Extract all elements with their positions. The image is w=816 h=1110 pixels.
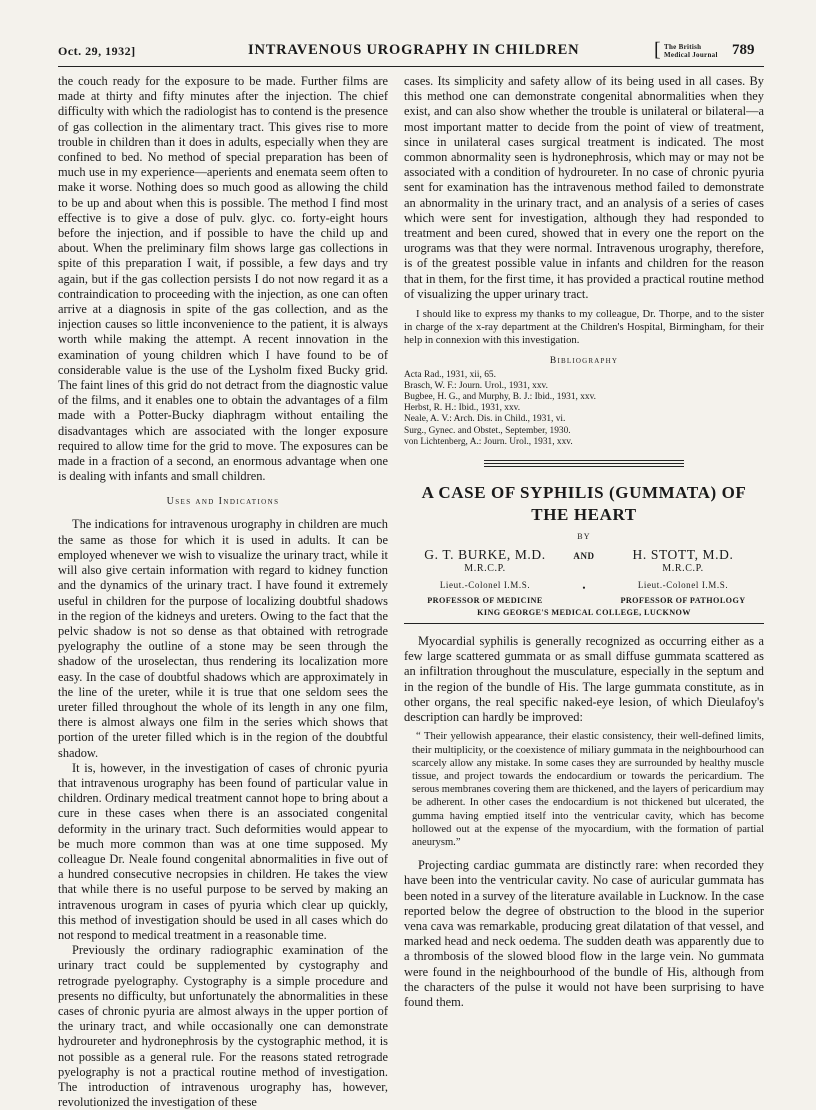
author-name: H. STOTT, M.D. bbox=[632, 547, 734, 563]
author-name: G. T. BURKE, M.D. bbox=[424, 547, 546, 563]
bibliography-entry: von Lichtenberg, A.: Journ. Urol., 1931, xxv. bbox=[404, 436, 573, 447]
author-position: PROFESSOR OF MEDICINE bbox=[427, 596, 543, 606]
journal-name-line2: Medical Journal bbox=[664, 51, 718, 59]
author-rank: Lieut.-Colonel I.M.S. bbox=[439, 580, 531, 591]
right-paragraph-1: cases. Its simplicity and safety allow of its being used in all cases. By this method one can demonstrate congenital abnormalities when they exist, and can also show whether the trouble is unilateral or bilateral—a most important matter to decide from the point of view of treatment, since in unilateral cases surgical treatment is indicated. The most common abnormality seen is hydronephrosis, which may or may not be associated with a condition of hydroureter. In no case of chronic pyuria sent for examination has the intravenous method failed to demonstrate an abnormality in the urinary tract, and an analysis of a series of cases which were sent for investigation, although they had responded to treatment and been cured, showed that in every one the report on the urograms was that they were normal. Intravenous urography, therefore, is of the greatest possible value in infants and children for the reason that in them, for the first time, it has provided a practical routine method of visualizing the upper urinary tract. bbox=[404, 74, 764, 301]
running-title: INTRAVENOUS UROGRAPHY IN CHILDREN bbox=[248, 42, 580, 58]
separator-dot: • bbox=[582, 583, 586, 594]
right-paragraph-3: Projecting cardiac gummata are distinctly rare: when recorded they have been into the ventricular cavity. No case of auricular gummata has been noted in a survey of the literature available in Lucknow. In the case reported below the degree of obstruction to the blood in the superior vena cava was remarkable, producing great dilatation of that vessel, and marked head and neck oedema. The sudden death was apparently due to a thrombosis of the slowed blood flow in the large vein. No gummata were found in the neighbourhood of the bundle of His, although from the characters of the pulse it would not have been surprising to have found them. bbox=[404, 858, 764, 1009]
quote-text: “ Their yellowish appearance, their elastic consistency, their well-defined limits, their multiplicity, or the coexistence of miliary gummata in the neighbourhood can scarcely allow any mistake. In some cases they are surrounded by healthy muscle tissue, and project towards the endocardium or towards the pericardium. The serous membranes covering them are thickened, and the layers of pericardium may be adherent. In other cases the endocardium is not thickened but ulcerated, the gumma having emptied itself into the ventricular cavity, which has become hollowed out at the expense of the myocardium, with the formation of partial aneurysm.” bbox=[412, 731, 764, 848]
left-paragraph-3: It is, however, in the investigation of cases of chronic pyuria that intravenous urography has been found of particular value in children. Ordinary medical treatment cannot hope to bring about a cure in these cases when there is an associated congenital deformity in the urinary tract. Such deformities would appear to be much more common than was at one time supposed. My colleague Dr. Neale found congenital abnormalities in five out of a hundred consecutive necropsies in children. He takes the view that while there is no useful purpose to be served by making an intravenous urogram in cases of pyuria which clear up quickly, this method of investigation should be used in all cases which do not respond to medical treatment in a reasonable time. bbox=[58, 760, 388, 942]
article-title bbox=[404, 482, 764, 526]
page-number: 789 bbox=[732, 42, 755, 58]
bibliography-list bbox=[404, 370, 764, 448]
article-title-line2: THE HEART bbox=[531, 505, 637, 525]
bibliography-entry: Acta Rad., 1931, xii, 65. bbox=[404, 369, 496, 380]
title-rule bbox=[404, 623, 764, 624]
bibliography-entry: Surg., Gynec. and Obstet., September, 1930. bbox=[404, 425, 571, 436]
page-header bbox=[58, 40, 764, 67]
left-paragraph-1: the couch ready for the exposure to be made. Further films are made at thirty and fifty minutes after the injection. The chief difficulty with which the radiologist has to contend is the presence of gas collection in the alimentary tract. This gives rise to more trouble in children than it does in adults, especially when they are confined to bed. No method of special preparation has been of much use in my experience—aperients and enemata seem often to make it worse. Nothing does so much good as allowing the child to be up and about when this is possible. The method I find most effective is to give a dose of pulv. glyc. co. forty-eight hours before the injection, and if possible to have the child up and about. When the preliminary film shows large gas collections in spite of this preparation I wait, if possible, a few days and try again, but if the gas collection persists I do not now regard it as a contraindication to proceeding with the injection, as one can often arrive at a diagnosis in spite of the gas collection, and as the injection causes so little inconvenience to the patient, it is always worth while making the attempt. A recent innovation in the examination of young children which I have found to be of considerable value is the use of the Lysholm fixed Bucky grid. The faint lines of this grid do not detract from the diagnostic value of the films, and it enables one to obtain the advantages of a film made with a Potter-Bucky diaphragm without entailing the disadvantages which are associated with the longer exposure required to allow time for the grid to move. The exposures can be made in a fraction of a second, an enormous advantage when one is dealing with infants and small children. bbox=[58, 74, 388, 484]
left-paragraph-2: The indications for intravenous urography in children are much the same as those for which it is used in adults. It can be employed whenever we wish to visualize the urinary tract, while it will also give certain information with regard to kidney function and the dynamics of the urinary tract. I have found it extremely useful in children for the purpose of localizing doubtful shadows in the region of the kidneys and ureters. Owing to the fact that the pelvic shadow is not so dense as that obtained with retrograde pyelography the outline of a stone may be seen through the shadow of the uroselectan, thus rendering its localization more easy. In the case of doubtful shadows which are approximately in the line of the ureter, while it is true that one seldom sees the ureter filled throughout the whole of its length in any one film, there is almost always one film in the series which shows that portion of the ureter filled which is in the region of the doubtful shadow. bbox=[58, 517, 388, 760]
journal-name-line1: The British bbox=[664, 43, 702, 51]
author-degree: M.R.C.P. bbox=[662, 563, 704, 575]
dieulafoy-quote bbox=[404, 730, 764, 849]
bibliography-heading: Bibliography bbox=[549, 355, 619, 366]
right-paragraph-2: Myocardial syphilis is generally recognized as occurring either as a few large scattered gummata or as small diffuse gummata scattered as an infiltration throughout the musculature, especially in the septum and in the region of the bundle of His. The large gummata constitute, as in other organs, the real specific naked-eye lesion, of which Dieulafoy's description can hardly be improved: bbox=[404, 634, 764, 725]
right-column bbox=[404, 74, 764, 1010]
byline: BY bbox=[577, 532, 591, 542]
author-burke bbox=[410, 547, 560, 605]
issue-date: Oct. 29, 1932] bbox=[58, 44, 136, 58]
left-column bbox=[58, 74, 388, 1110]
author-position: PROFESSOR OF PATHOLOGY bbox=[620, 596, 746, 606]
left-paragraph-4: Previously the ordinary radiographic examination of the urinary tract could be supplemented by cystography and retrograde pyelography. Cystography is a simple procedure and presents no difficulty, but unfortunately the abnormalities in these cases of chronic pyuria are almost always in the upper portion of the urinary tract, and while occasionally one can demonstrate hydroureter and hydronephrosis by the cystographic method, it is not possible as a general rule. For the reasons stated retrograde pyelography is not a practical routine method of investigation. The introduction of intravenous urography has, however, revolutionized the investigation of these bbox=[58, 943, 388, 1110]
author-rank: Lieut.-Colonel I.M.S. bbox=[637, 580, 729, 591]
author-degree: M.R.C.P. bbox=[464, 563, 506, 575]
acknowledgement: I should like to express my thanks to my colleague, Dr. Thorpe, and to the sister in charge of the x-ray department at the Children's Hospital, Birmingham, for their help in connexion with this investigation. bbox=[404, 309, 764, 347]
author-stott bbox=[608, 547, 758, 605]
section-heading: Uses and Indications bbox=[166, 496, 280, 508]
authors-conjunction: AND bbox=[573, 551, 595, 562]
article-title-line1: A CASE OF SYPHILIS (GUMMATA) OF bbox=[421, 483, 747, 503]
institution: KING GEORGE'S MEDICAL COLLEGE, LUCKNOW bbox=[477, 608, 691, 618]
bibliography-entry: Herbst, R. H.: Ibid., 1931, xxv. bbox=[404, 403, 521, 414]
bibliography-entry: Bugbee, H. G., and Murphy, B. J.: Ibid., 1931, xxv. bbox=[404, 392, 596, 403]
authors-block bbox=[410, 547, 758, 605]
journal-bracket: [ bbox=[654, 39, 661, 61]
bibliography-entry: Brasch, W. F.: Journ. Urol., 1931, xxv. bbox=[404, 380, 548, 391]
article-separator bbox=[404, 454, 764, 474]
journal-name bbox=[654, 39, 718, 61]
bibliography-entry: Neale, A. V.: Arch. Dis. in Child., 1931, vi. bbox=[404, 414, 566, 425]
